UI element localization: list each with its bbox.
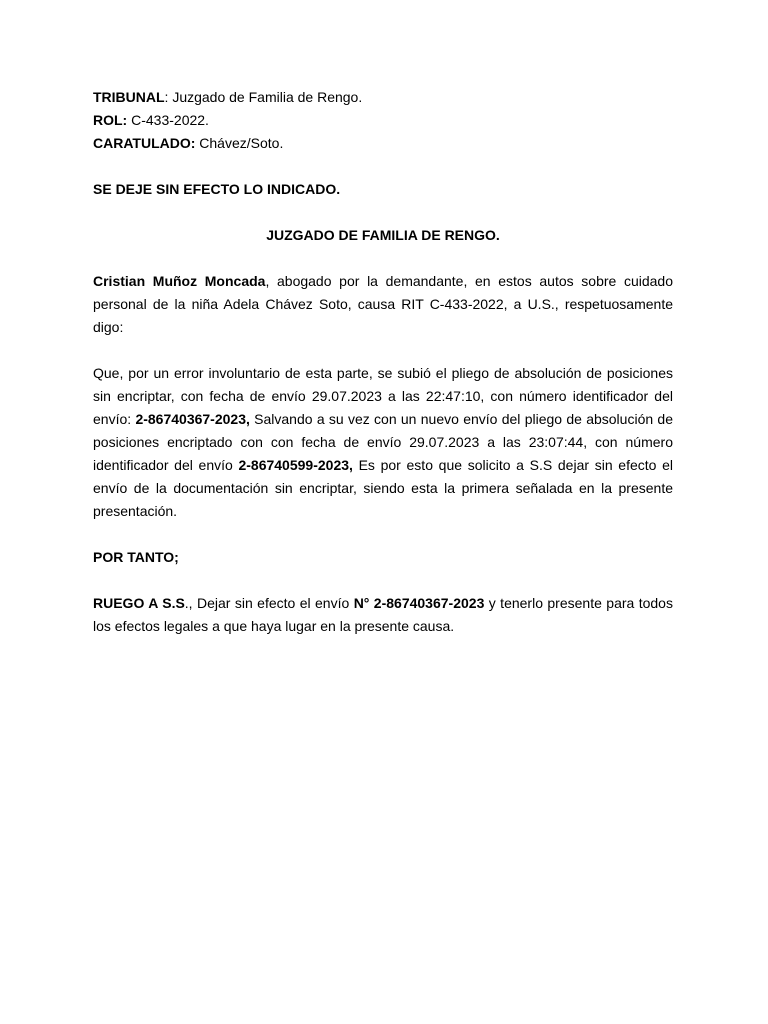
rol-value: C-433-2022. (127, 112, 209, 128)
caratulado-line (93, 132, 673, 155)
rol-line (93, 109, 673, 132)
caratulado-value: Chávez/Soto. (195, 135, 284, 151)
tribunal-line (93, 86, 673, 109)
por-tanto: POR TANTO; (93, 549, 179, 565)
body-paragraph (93, 362, 673, 523)
closing-text-1: ., Dejar sin efecto el envío (184, 595, 354, 611)
legal-document (93, 86, 673, 638)
intro-paragraph (93, 270, 673, 339)
closing-label: RUEGO A S.S (93, 595, 185, 611)
body-text-1: Que, por un error involuntario de esta parte, se subió el pliego de absolución de posiciones sin encriptar, con fecha de envío 29.07.2023 a las 22:47:10, con número identificador del envío: (93, 365, 673, 427)
tribunal-label: TRIBUNAL (93, 89, 165, 105)
body-text-3: Es por esto que solicito a S.S dejar sin efecto el envío de la documentación sin encriptar, siendo esta la primera señalada en la presente presentación. (93, 457, 673, 519)
subject-line: SE DEJE SIN EFECTO LO INDICADO. (93, 181, 341, 197)
tribunal-value: : Juzgado de Familia de Rengo. (164, 89, 363, 105)
lawyer-name: Cristian Muñoz Moncada (93, 273, 266, 289)
intro-text: , abogado por la demandante, en estos autos sobre cuidado personal de la niña Adela Chávez Soto, causa RIT C-433-2022, a U.S., respetuosamente digo: (93, 273, 673, 335)
rol-label: ROL: (93, 112, 128, 128)
submission-id-1: 2-86740367-2023, (135, 411, 250, 427)
closing-submission-id: N° 2-86740367-2023 (353, 595, 485, 611)
closing-paragraph (93, 592, 673, 638)
submission-id-2: 2-86740599-2023, (238, 457, 353, 473)
caratulado-label: CARATULADO: (93, 135, 196, 151)
closing-text-2: y tenerlo presente para todos los efectos legales a que haya lugar en la presente causa. (93, 595, 673, 634)
court-title: JUZGADO DE FAMILIA DE RENGO. (266, 227, 500, 243)
body-text-2: Salvando a su vez con un nuevo envío del pliego de absolución de posiciones encriptado con con fecha de envío 29.07.2023 a las 23:07:44, con número identificador del envío (93, 411, 673, 473)
